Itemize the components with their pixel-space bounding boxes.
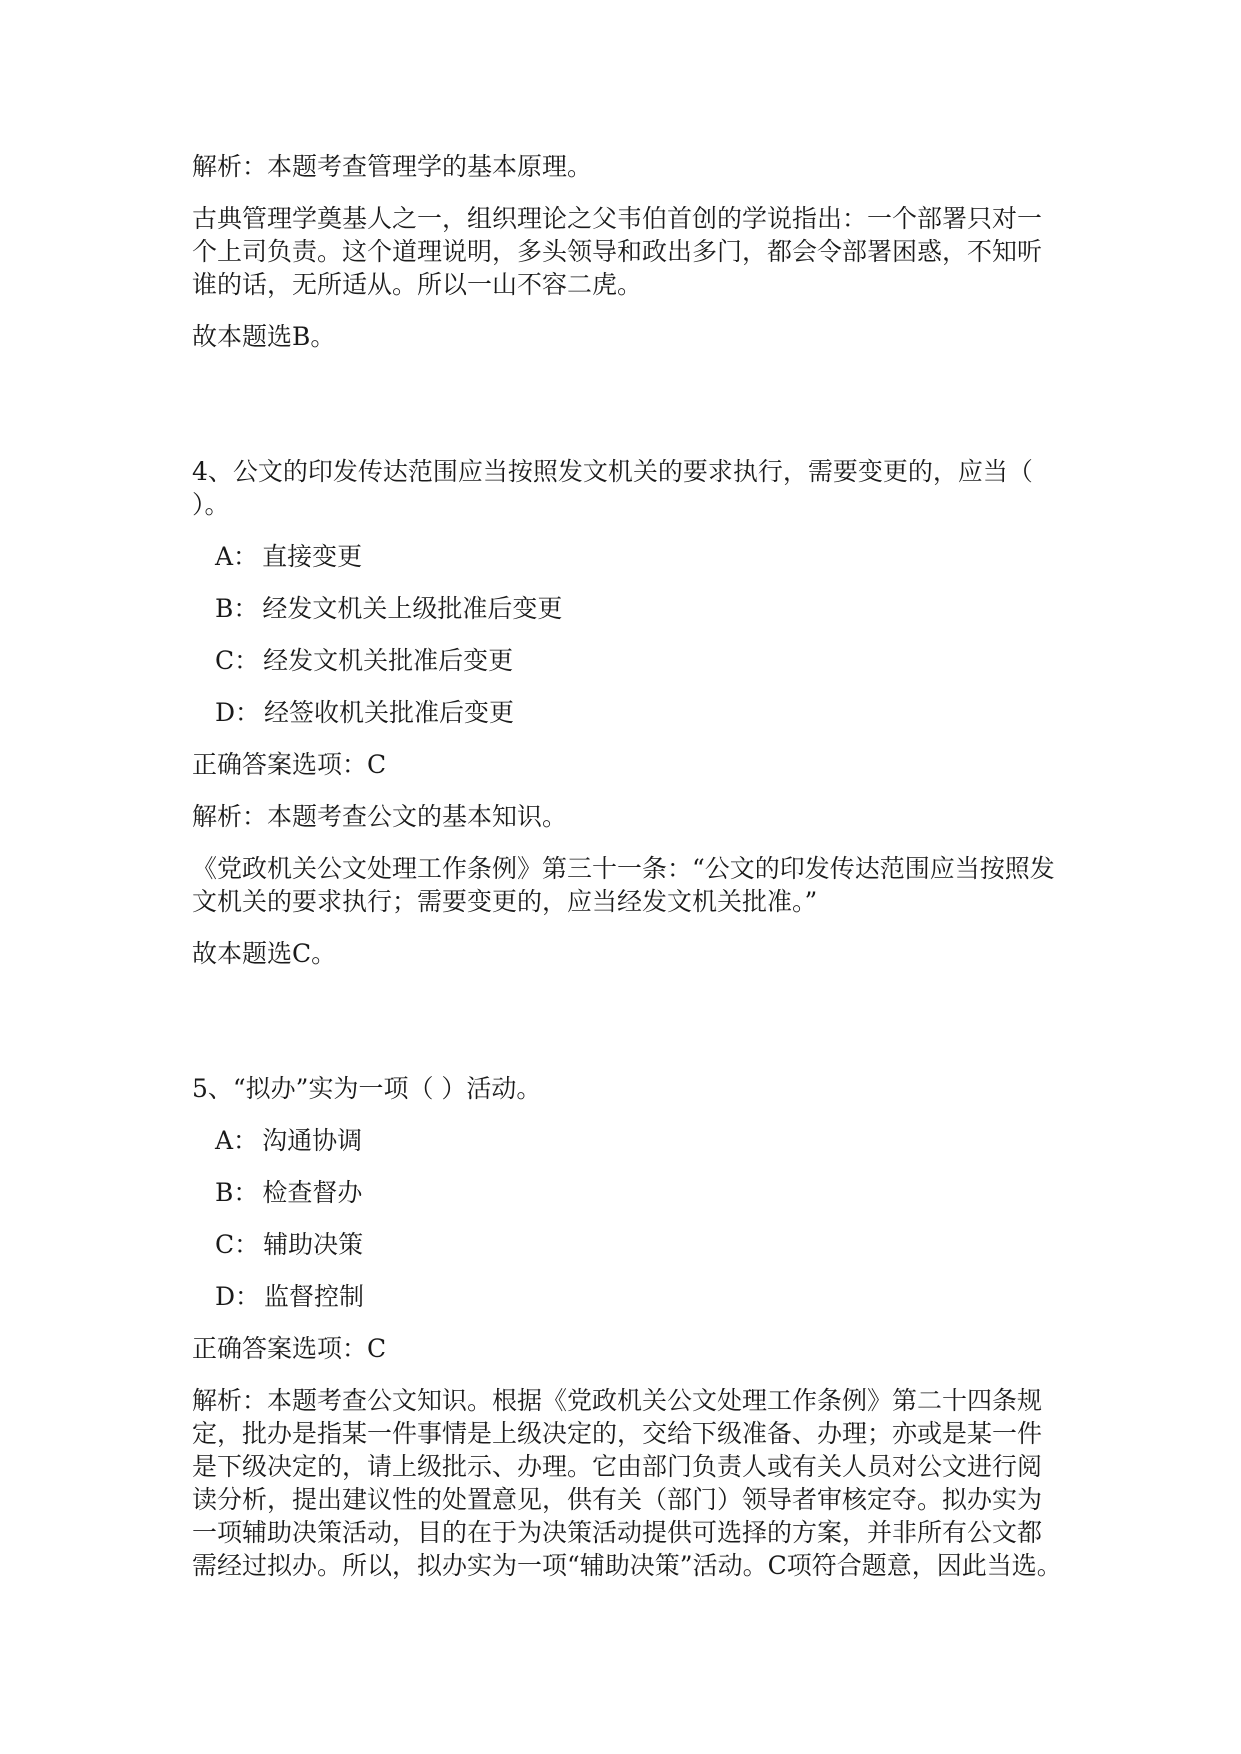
option-b xyxy=(192,1176,1241,1209)
explanation-line: 古典管理学奠基人之一，组织理论之父韦伯首创的学说指出：一个部署只对一 xyxy=(192,204,1043,233)
analysis-heading: 解析：本题考查管理学的基本原理。 xyxy=(192,152,593,181)
explanation-line: 文机关的要求执行；需要变更的，应当经发文机关批准。” xyxy=(192,887,818,916)
question-stem xyxy=(192,1072,1072,1105)
option-label: A： xyxy=(215,542,259,571)
option-text: 经发文机关上级批准后变更 xyxy=(262,594,563,623)
question-stem xyxy=(192,455,1072,521)
analysis-line: 读分析，提出建议性的处置意见，供有关（部门）领导者审核定夺。拟办实为 xyxy=(192,1485,1043,1514)
explanation-paragraph xyxy=(192,852,1072,918)
option-d xyxy=(192,696,1241,729)
question-stem-line: 4、公文的印发传达范围应当按照发文机关的要求执行，需要变更的，应当（ xyxy=(192,457,1033,486)
analysis-line: 一项辅助决策活动，目的在于为决策活动提供可选择的方案，并非所有公文都 xyxy=(192,1518,1043,1547)
question-stem-line: 5、“拟办”实为一项（ ）活动。 xyxy=(192,1074,542,1103)
analysis-paragraph xyxy=(192,1384,1072,1582)
explanation-line: 谁的话，无所适从。所以一山不容二虎。 xyxy=(192,270,643,299)
option-text: 辅助决策 xyxy=(263,1230,364,1259)
option-text: 检查督办 xyxy=(262,1178,363,1207)
option-b xyxy=(192,592,1241,625)
option-label: B： xyxy=(215,1178,259,1207)
option-text: 直接变更 xyxy=(262,542,363,571)
option-text: 监督控制 xyxy=(264,1282,365,1311)
conclusion: 故本题选C。 xyxy=(192,939,337,968)
option-c xyxy=(192,1228,1241,1261)
option-label: B： xyxy=(215,594,259,623)
question-4 xyxy=(192,455,1241,970)
previous-question-tail xyxy=(192,150,1241,353)
explanation-paragraph xyxy=(192,202,1072,301)
option-a xyxy=(192,540,1241,573)
analysis-line: 是下级决定的，请上级批示、办理。它由部门负责人或有关人员对公文进行阅 xyxy=(192,1452,1043,1481)
question-5 xyxy=(192,1072,1241,1582)
option-text: 沟通协调 xyxy=(262,1126,363,1155)
analysis-line: 需经过拟办。所以，拟办实为一项“辅助决策”活动。C项符合题意，因此当选。 xyxy=(192,1551,1062,1580)
analysis-line: 定，批办是指某一件事情是上级决定的，交给下级准备、办理；亦或是某一件 xyxy=(192,1419,1043,1448)
option-label: A： xyxy=(215,1126,259,1155)
option-d xyxy=(192,1280,1241,1313)
correct-answer: 正确答案选项：C xyxy=(192,750,387,779)
option-label: C： xyxy=(215,646,260,675)
option-a xyxy=(192,1124,1241,1157)
option-c xyxy=(192,644,1241,677)
correct-answer: 正确答案选项：C xyxy=(192,1334,387,1363)
option-text: 经发文机关批准后变更 xyxy=(263,646,514,675)
conclusion: 故本题选B。 xyxy=(192,322,336,351)
analysis-line: 解析：本题考查公文知识。根据《党政机关公文处理工作条例》第二十四条规 xyxy=(192,1386,1043,1415)
option-label: D： xyxy=(215,1282,261,1311)
analysis-heading: 解析：本题考查公文的基本知识。 xyxy=(192,802,568,831)
option-label: D： xyxy=(215,698,261,727)
option-label: C： xyxy=(215,1230,260,1259)
explanation-line: 个上司负责。这个道理说明，多头领导和政出多门，都会令部署困惑，不知听 xyxy=(192,237,1043,266)
option-text: 经签收机关批准后变更 xyxy=(264,698,515,727)
explanation-line: 《党政机关公文处理工作条例》第三十一条：“公文的印发传达范围应当按照发 xyxy=(192,854,1055,883)
question-stem-line: ）。 xyxy=(192,490,230,519)
